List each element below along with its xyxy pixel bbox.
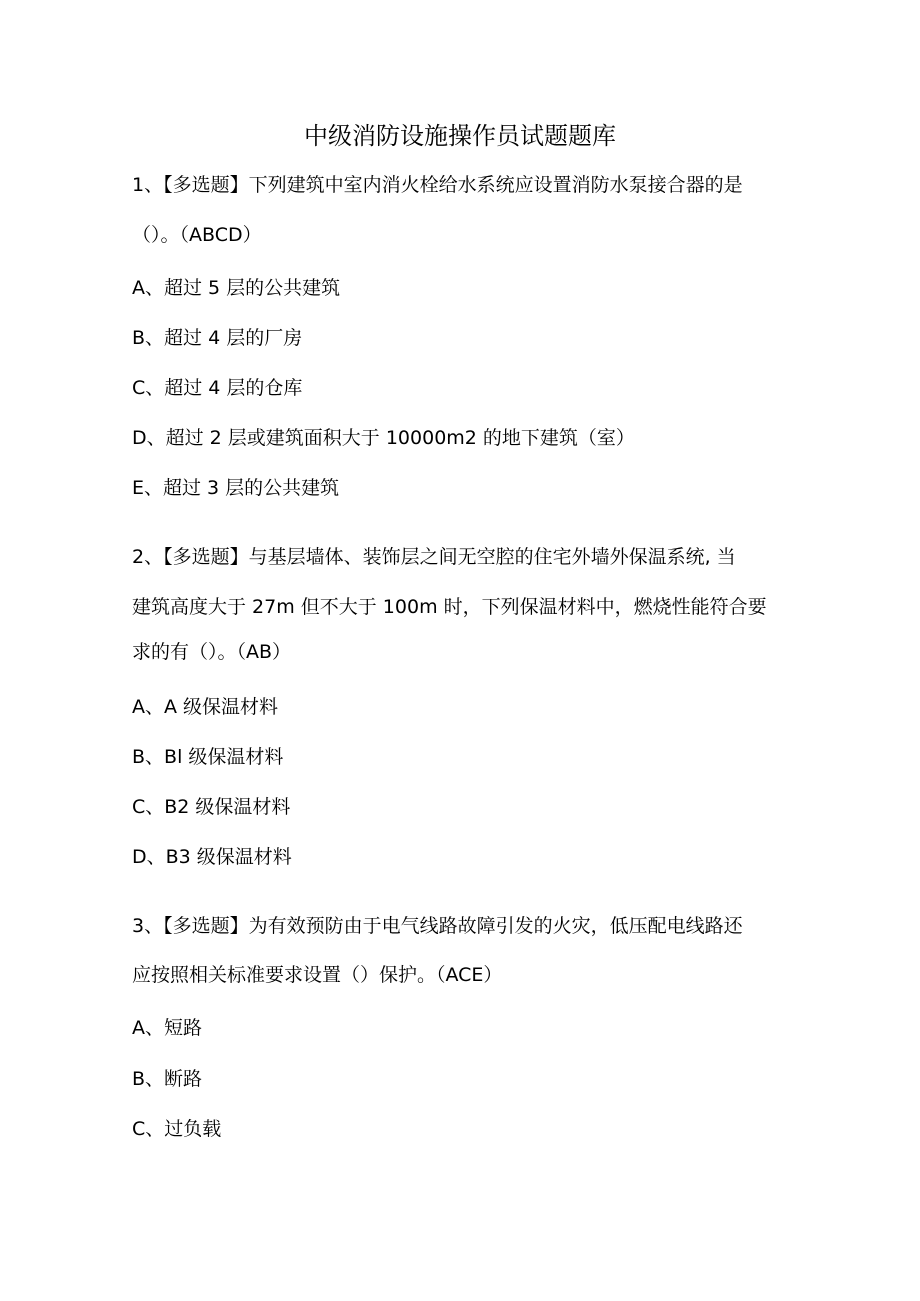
question-3-option-b: B、断路 xyxy=(132,1068,203,1090)
question-2-option-a: A、A 级保温材料 xyxy=(132,696,279,718)
question-1-option-a: A、超过 5 层的公共建筑 xyxy=(132,277,341,299)
question-3-stem-line-2: 应按照相关标准要求设置（）保护。（ACE） xyxy=(132,964,503,986)
question-2-stem-line-3: 求的有（）。（AB） xyxy=(132,641,292,663)
question-3-stem-line-1: 3、【多选题】为有效预防由于电气线路故障引发的火灾，低压配电线路还 xyxy=(132,915,743,937)
question-1-stem-line-1: 1、【多选题】下列建筑中室内消火栓给水系统应设置消防水泵接合器的是 xyxy=(132,174,743,196)
question-1-option-b: B、超过 4 层的厂房 xyxy=(132,327,303,349)
question-1-option-e: E、超过 3 层的公共建筑 xyxy=(132,477,340,499)
question-3-option-a: A、短路 xyxy=(132,1017,202,1039)
question-1-stem-line-2: （）。（ABCD） xyxy=(132,224,262,246)
question-3-option-c: C、过负载 xyxy=(132,1118,222,1140)
question-2-option-b: B、Bl 级保温材料 xyxy=(132,746,284,768)
question-2-stem-line-2: 建筑高度大于 27m 但不大于 100m 时，下列保温材料中，燃烧性能符合要 xyxy=(132,596,767,618)
question-2-stem-line-1: 2、【多选题】与基层墙体、装饰层之间无空腔的住宅外墙外保温系统, 当 xyxy=(132,546,736,568)
question-2-option-c: C、B2 级保温材料 xyxy=(132,796,291,818)
question-1-option-d: D、超过 2 层或建筑面积大于 10000m2 的地下建筑（室） xyxy=(132,427,635,449)
question-1-option-c: C、超过 4 层的仓库 xyxy=(132,377,303,399)
document-title: 中级消防设施操作员试题题库 xyxy=(304,122,616,150)
question-2-option-d: D、B3 级保温材料 xyxy=(132,846,292,868)
